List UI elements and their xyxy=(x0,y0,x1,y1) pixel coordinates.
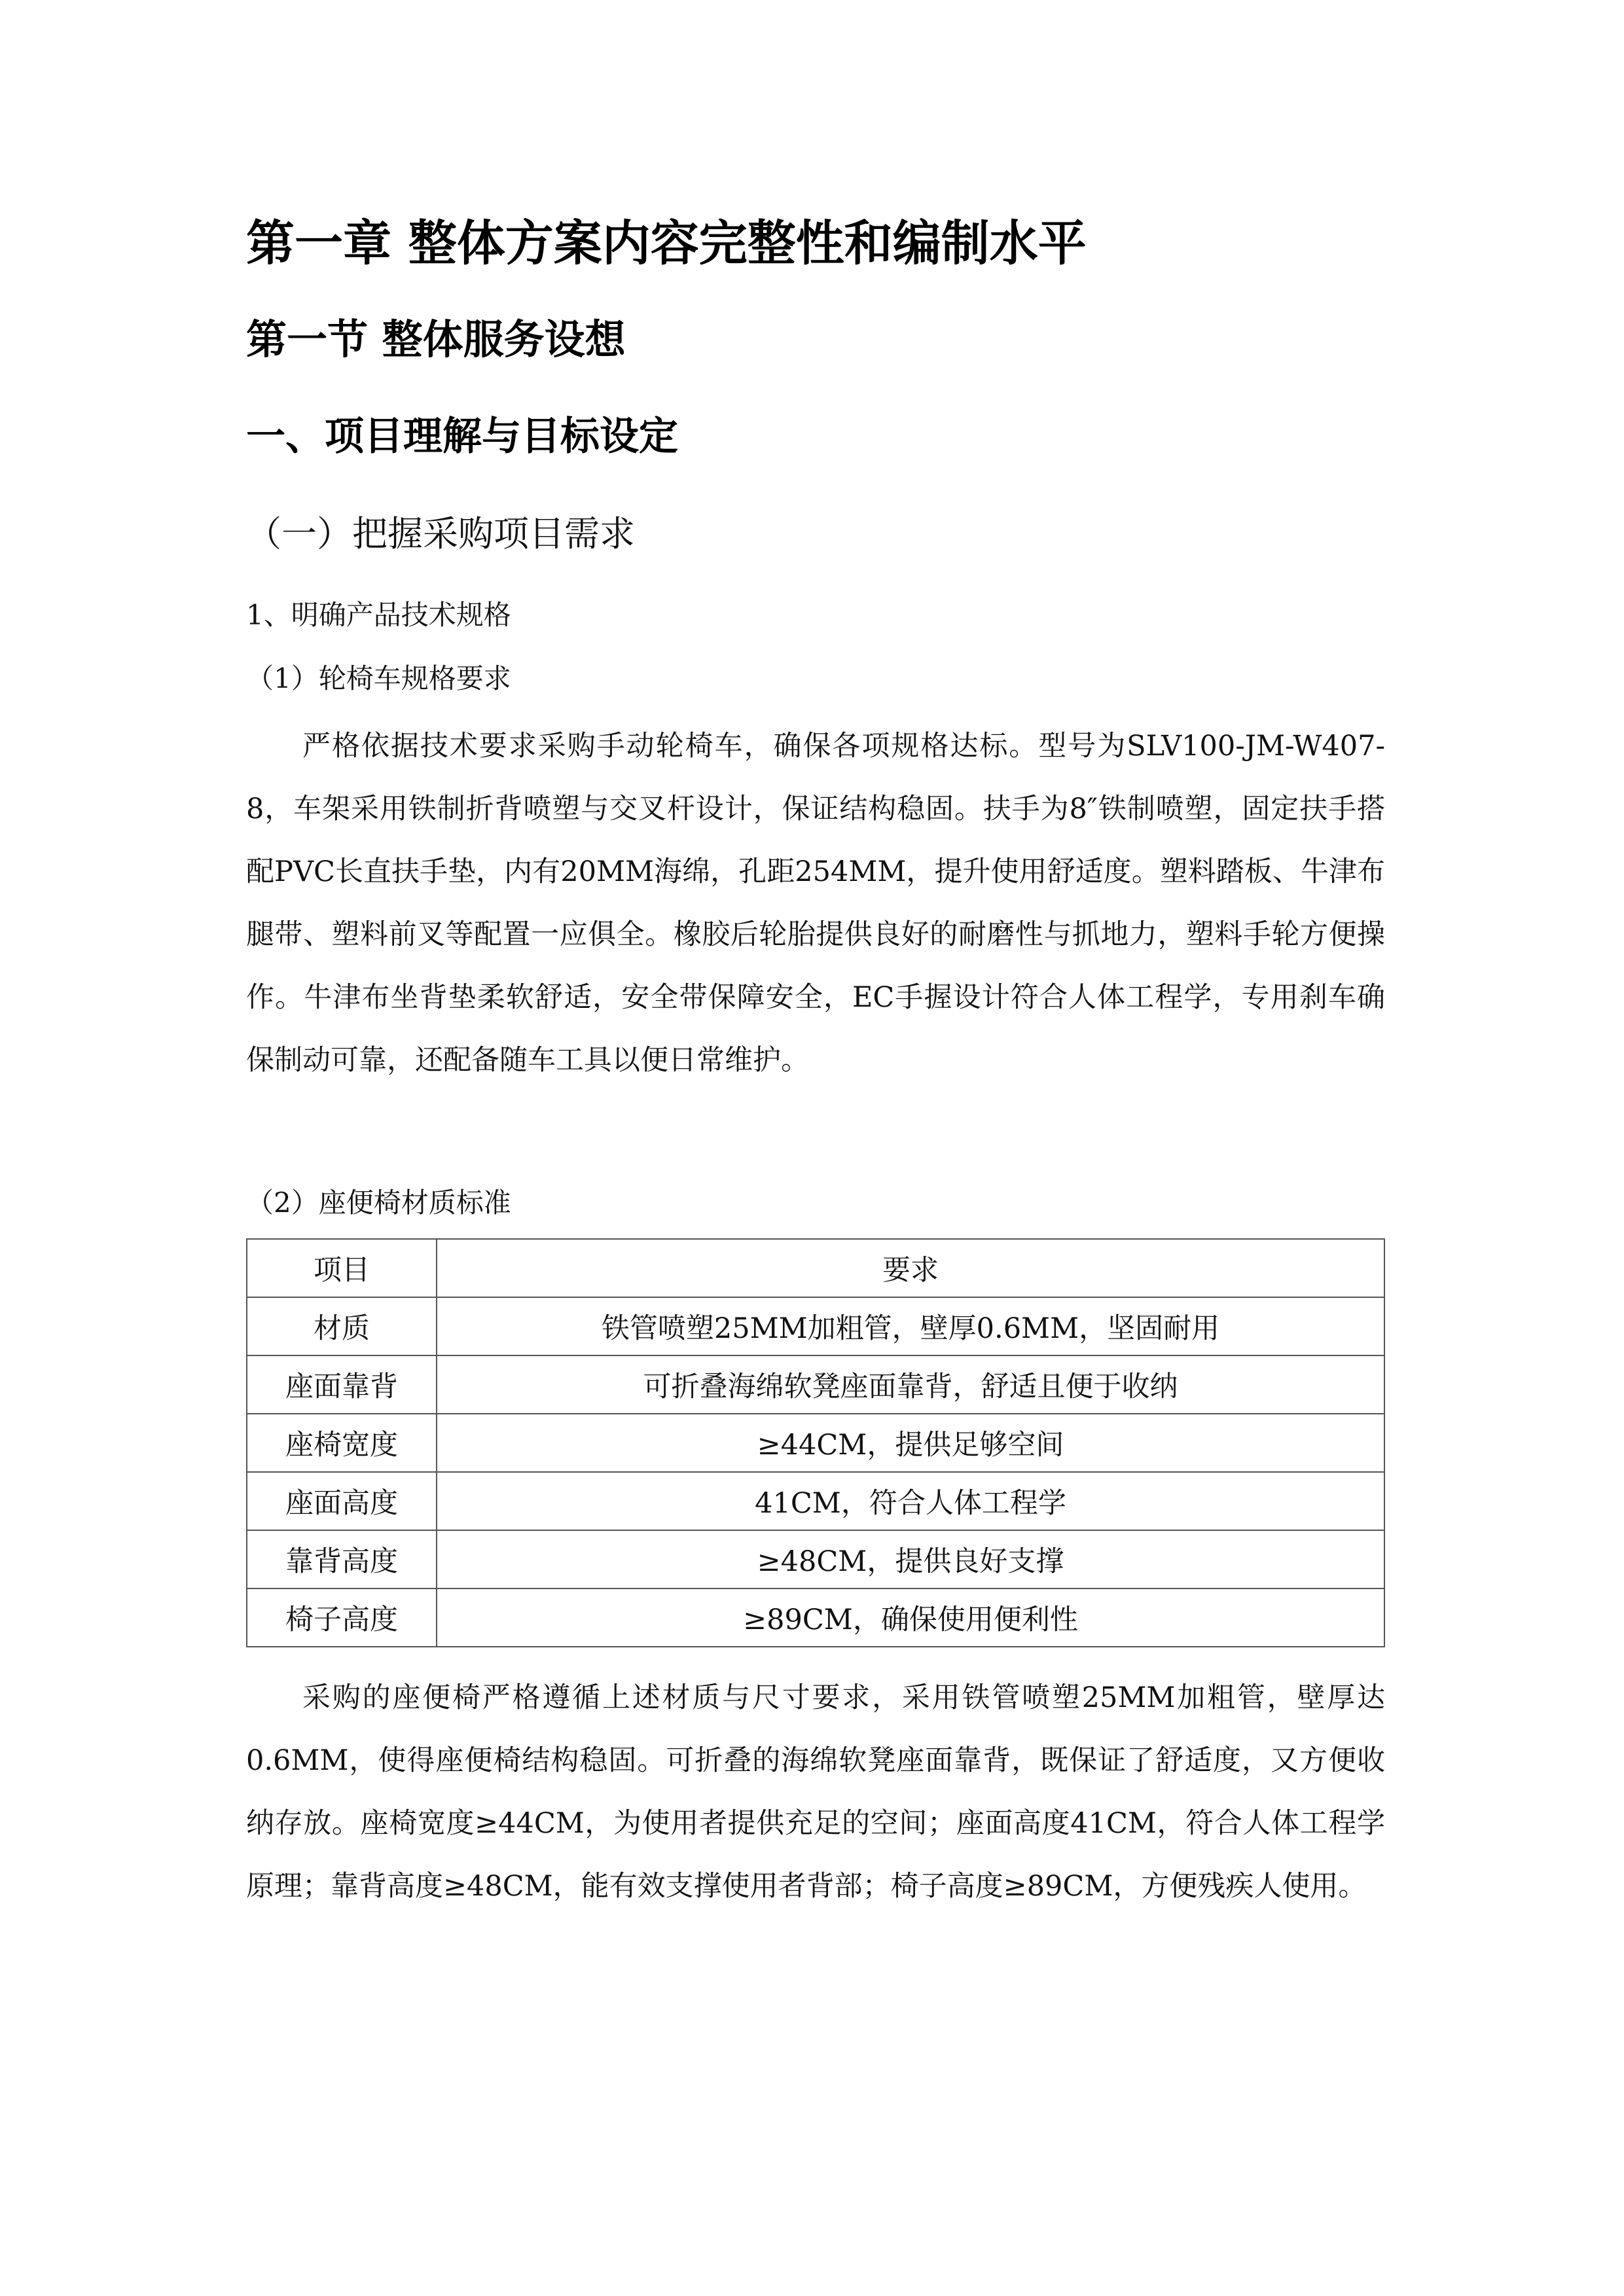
table-cell-item: 座面靠背 xyxy=(247,1355,437,1414)
wheelchair-paragraph: 严格依据技术要求采购手动轮椅车，确保各项规格达标。型号为SLV100-JM-W407-8，车架采用铁制折背喷塑与交叉杆设计，保证结构稳固。扶手为8″铁制喷塑，固定扶手搭配PVC长直扶手垫，内有20MM海绵，孔距254MM，提升使用舒适度。塑料踏板、牛津布腿带、塑料前叉等配置一应俱全。橡胶后轮胎提供良好的耐磨性与抓地力，塑料手轮方便操作。牛津布坐背垫柔软舒适，安全带保障安全，EC手握设计符合人体工程学，专用刹车确保制动可靠，还配备随车工具以便日常维护。 xyxy=(246,730,1385,1077)
table-header-cell: 项目 xyxy=(247,1239,437,1297)
table-row xyxy=(247,1355,1384,1414)
table-cell-requirement: ≥89CM，确保使用便利性 xyxy=(437,1588,1384,1647)
table-cell-requirement: ≥44CM，提供足够空间 xyxy=(437,1414,1384,1472)
table-header-cell: 要求 xyxy=(437,1239,1384,1297)
table-cell-item: 座椅宽度 xyxy=(247,1414,437,1472)
table-row xyxy=(247,1297,1384,1355)
item-heading-product-spec: 1、明确产品技术规格 xyxy=(246,599,511,631)
table-row xyxy=(247,1588,1384,1647)
table-cell-requirement: 41CM，符合人体工程学 xyxy=(437,1472,1384,1530)
table-header-row xyxy=(247,1239,1384,1297)
table-row xyxy=(247,1472,1384,1530)
item-heading-wheelchair: （1）轮椅车规格要求 xyxy=(246,662,511,694)
commode-spec-table xyxy=(246,1238,1385,1647)
table-cell-item: 靠背高度 xyxy=(247,1530,437,1588)
table-row xyxy=(247,1414,1384,1472)
subpart-title: （一）把握采购项目需求 xyxy=(246,513,635,554)
part-title: 一、项目理解与目标设定 xyxy=(246,414,678,459)
table-cell-requirement: ≥48CM，提供良好支撑 xyxy=(437,1530,1384,1588)
table-cell-item: 材质 xyxy=(247,1297,437,1355)
table-cell-item: 椅子高度 xyxy=(247,1588,437,1647)
section-title: 第一节 整体服务设想 xyxy=(246,315,626,363)
table-row xyxy=(247,1530,1384,1588)
table-cell-requirement: 可折叠海绵软凳座面靠背，舒适且便于收纳 xyxy=(437,1355,1384,1414)
table-cell-requirement: 铁管喷塑25MM加粗管，壁厚0.6MM，坚固耐用 xyxy=(437,1297,1384,1355)
item-heading-commode: （2）座便椅材质标准 xyxy=(246,1187,511,1219)
chapter-title: 第一章 整体方案内容完整性和编制水平 xyxy=(246,215,1087,272)
table-cell-item: 座面高度 xyxy=(247,1472,437,1530)
document-page xyxy=(246,0,1385,2296)
commode-paragraph: 采购的座便椅严格遵循上述材质与尺寸要求，采用铁管喷塑25MM加粗管，壁厚达0.6MM，使得座便椅结构稳固。可折叠的海绵软凳座面靠背，既保证了舒适度，又方便收纳存放。座椅宽度≥44CM，为使用者提供充足的空间；座面高度41CM，符合人体工程学原理；靠背高度≥48CM，能有效支撑使用者背部；椅子高度≥89CM，方便残疾人使用。 xyxy=(246,1681,1385,1903)
